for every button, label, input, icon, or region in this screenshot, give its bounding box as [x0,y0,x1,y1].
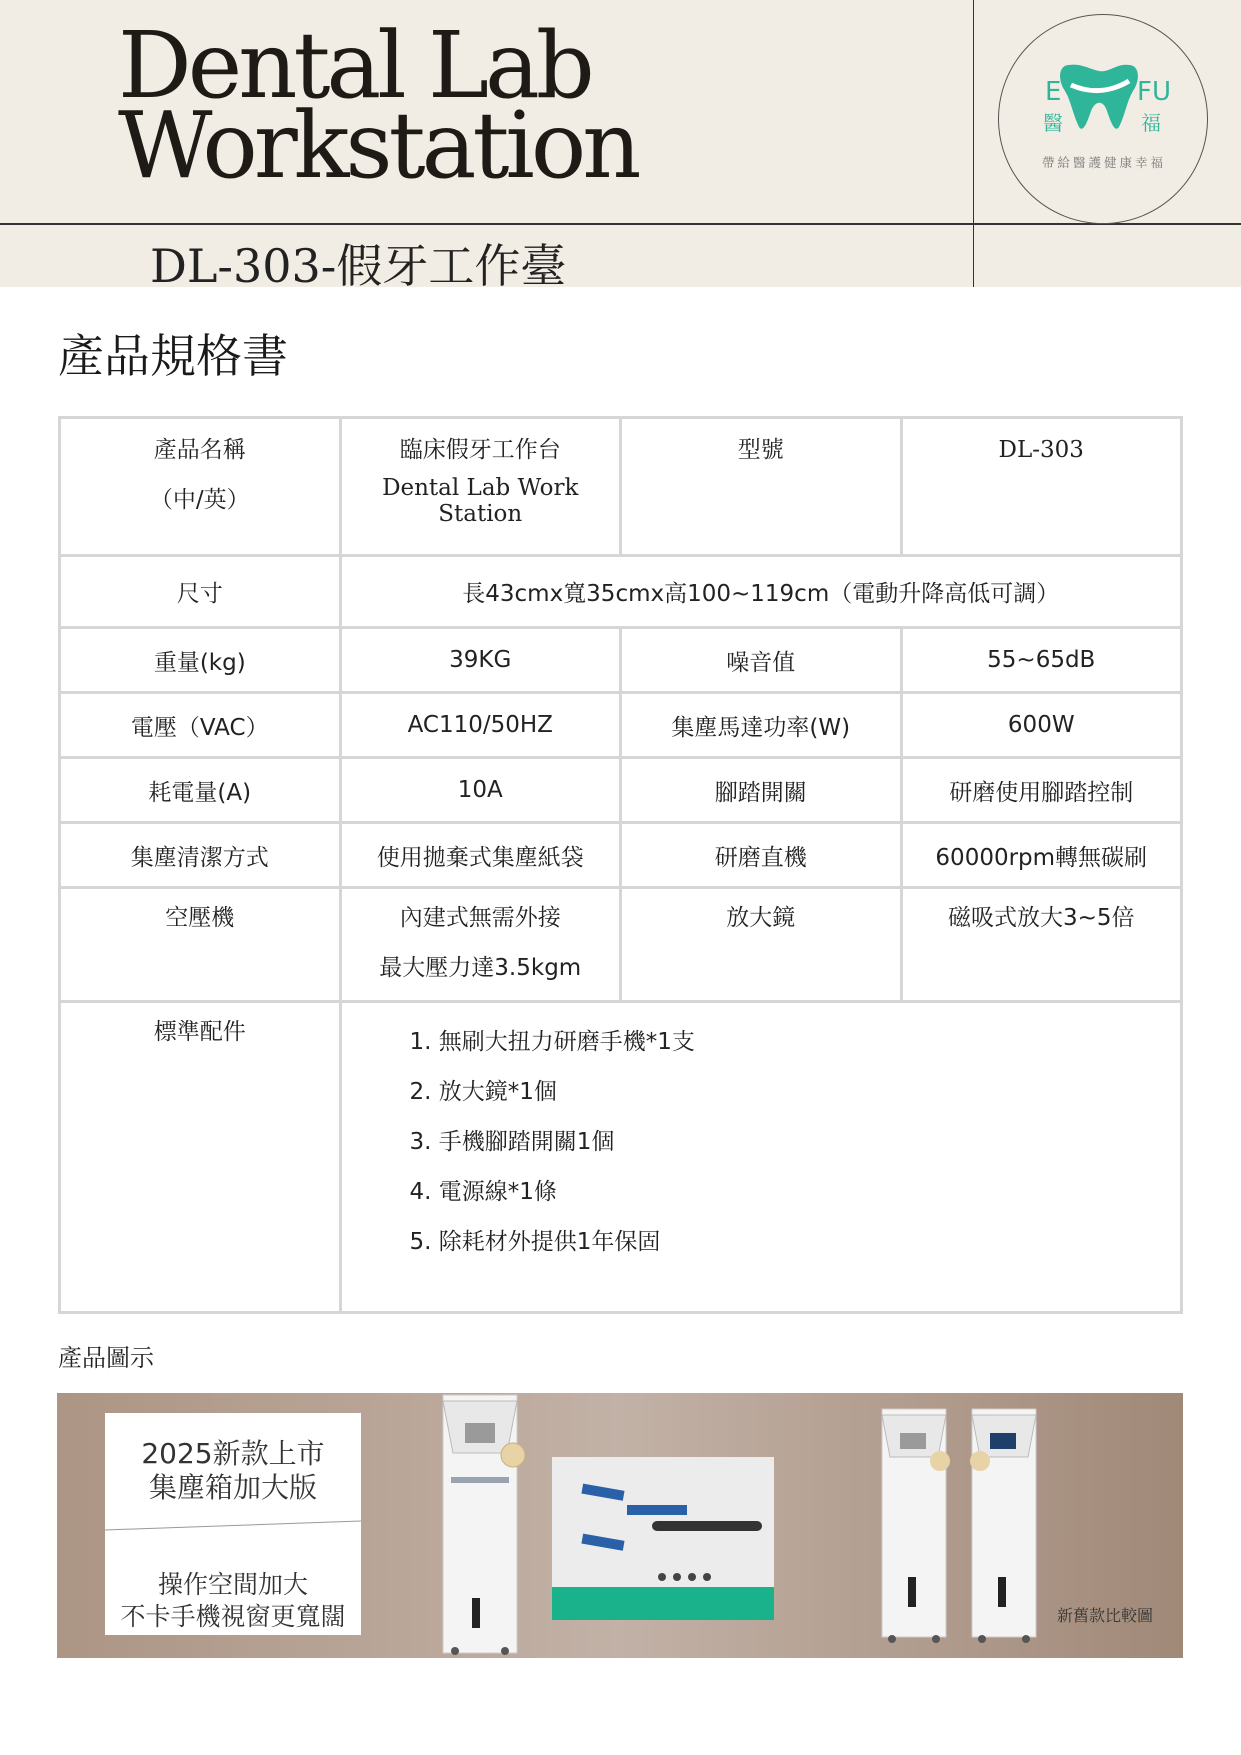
table-cell: AC110/50HZ [340,693,621,758]
cell-text: 最大壓力達3.5kgm [379,955,582,981]
table-cell [340,1002,1182,1313]
table-cell: 60000rpm轉無碳刷 [901,823,1182,888]
table-cell [901,888,1182,1002]
logo-char-right: 福 [1141,111,1161,135]
workspace-interior-image [552,1457,774,1620]
product-banner [57,1393,1183,1658]
table-cell: 集塵清潔方式 [60,823,341,888]
cell-text: 內建式無需外接 [399,905,561,931]
table-cell [340,888,621,1002]
accessories-list [342,1003,1181,1267]
table-cell: 腳踏開關 [621,758,902,823]
table-cell [60,418,341,556]
table-cell: 尺寸 [60,556,341,628]
model-label: 型號 [737,437,784,463]
logo-tagline: 帶給醫護健康幸福 [1041,155,1166,170]
product-name-label: 產品名稱 [153,437,246,463]
table-cell [340,418,621,556]
list-item: 4. 電源線*1條 [409,1179,557,1205]
logo-char-left: 醫 [1043,111,1063,135]
workstation-image [427,1393,567,1658]
table-cell: 電壓（VAC） [60,693,341,758]
list-item: 5. 除耗材外提供1年保固 [409,1229,661,1255]
table-cell [60,1002,341,1313]
table-cell: 重量(kg) [60,628,341,693]
table-cell: 噪音值 [621,628,902,693]
table-row [60,758,1182,823]
table-row [60,628,1182,693]
product-images-label: 產品圖示 [58,1344,154,1372]
promo-line-2: 集塵箱加大版 [148,1471,317,1504]
cell-text: 空壓機 [165,905,235,931]
logo-letter-e: E [1045,77,1062,107]
cell-text: 磁吸式放大3~5倍 [947,905,1135,931]
table-cell: 研磨使用腳踏控制 [901,758,1182,823]
comparison-image [862,1407,1062,1647]
product-name-label-sub: （中/英） [149,487,250,513]
cell-text: 放大鏡 [726,905,796,931]
table-row [60,888,1182,1002]
promo-line-3: 操作空間加大 [157,1570,308,1599]
table-cell: 10A [340,758,621,823]
table-cell [60,888,341,1002]
table-cell: 耗電量(A) [60,758,341,823]
table-row [60,1002,1182,1313]
model-value: DL-303 [998,437,1084,463]
title-line-1: Dental Lab [118,12,591,119]
table-cell: 研磨直機 [621,823,902,888]
product-name-zh: 臨床假牙工作台 [399,437,561,463]
page-title [118,12,638,199]
title-line-2: Workstation [118,92,638,199]
table-cell [901,418,1182,556]
header-band [0,0,1241,293]
promo-features [105,1569,361,1633]
promo-divider [105,1521,361,1531]
table-row [60,823,1182,888]
promo-headline [105,1437,361,1505]
table-cell [621,888,902,1002]
list-item: 2. 放大鏡*1個 [409,1079,557,1105]
table-cell: 55~65dB [901,628,1182,693]
table-row [60,556,1182,628]
spec-sheet-heading: 產品規格書 [58,329,288,383]
spec-table [58,416,1183,1314]
table-cell: 600W [901,693,1182,758]
list-item: 3. 手機腳踏開關1個 [409,1129,615,1155]
brand-logo [998,14,1208,224]
logo-letters-fu: FU [1137,77,1171,107]
table-row [60,693,1182,758]
promo-line-4: 不卡手機視窗更寬闊 [120,1602,346,1631]
promo-line-1: 2025新款上市 [141,1437,325,1470]
header-divider [0,223,1241,225]
comparison-caption: 新舊款比較圖 [1057,1606,1154,1625]
header-vertical-divider [973,0,974,287]
accessories-label: 標準配件 [153,1019,246,1045]
table-cell: 長43cmx寬35cmx高100~119cm（電動升降高低可調） [340,556,1182,628]
table-cell: 使用拋棄式集塵紙袋 [340,823,621,888]
promo-card [105,1413,361,1635]
model-subtitle: DL-303-假牙工作臺 [150,239,567,293]
table-cell: 39KG [340,628,621,693]
product-name-en: Dental Lab Work Station [382,475,579,527]
table-cell [621,418,902,556]
tooth-icon [999,15,1207,223]
table-row [60,418,1182,556]
list-item: 1. 無刷大扭力研磨手機*1支 [409,1029,695,1055]
table-cell: 集塵馬達功率(W) [621,693,902,758]
